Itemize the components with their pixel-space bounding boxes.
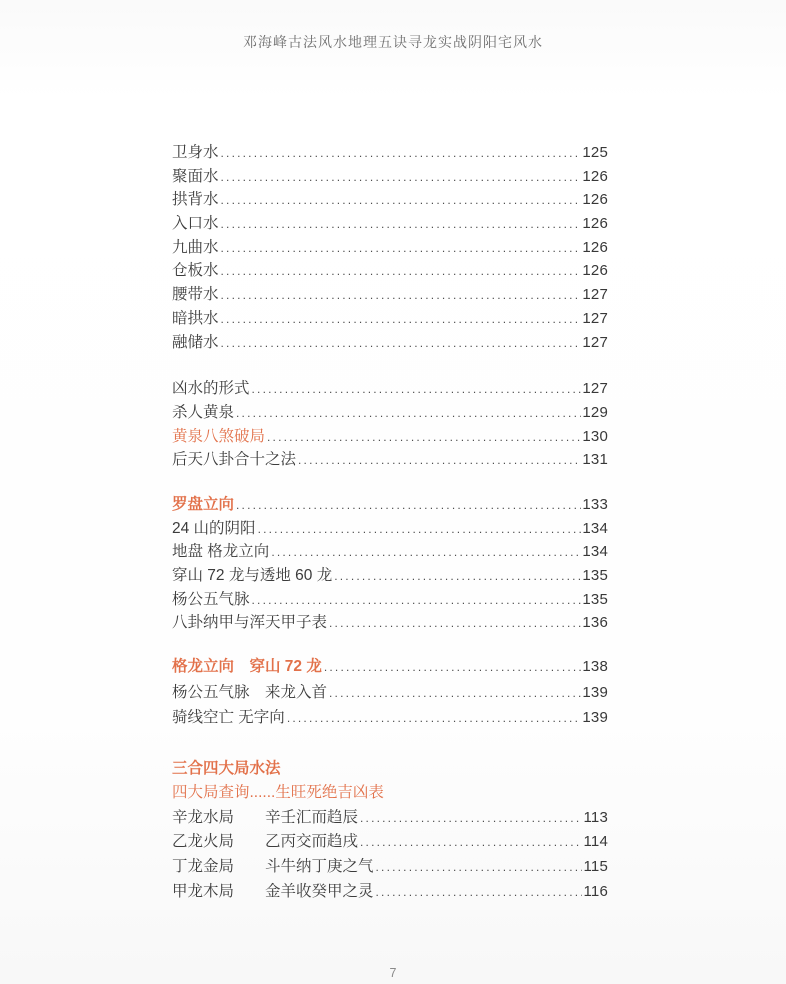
toc-entry-page: 129: [582, 403, 608, 421]
toc-entry-category: 乙龙火局: [172, 833, 235, 851]
toc-entry-page: 126: [582, 167, 608, 185]
toc-entry: [172, 830, 608, 855]
toc-entry: [172, 307, 608, 331]
toc-entry: [172, 259, 608, 283]
toc-entry-title: 暗拱水: [172, 309, 219, 327]
toc-entry: [172, 377, 608, 401]
toc-entry-title: 拱背水: [172, 191, 219, 209]
toc-entry-title: 乙丙交而趋戌: [265, 833, 359, 851]
dot-leader: [287, 706, 582, 732]
toc-entry: [172, 493, 608, 517]
toc-entry-title: 四大局查询......生旺死绝吉凶表: [172, 784, 384, 802]
dot-leader: [329, 681, 581, 707]
dot-leader: [221, 237, 582, 261]
dot-leader: [271, 541, 581, 565]
toc-entry-page: 125: [582, 144, 608, 161]
toc-entry: [172, 236, 608, 260]
dot-leader: [221, 142, 582, 166]
toc-entry: [172, 283, 608, 307]
dot-leader: [376, 880, 583, 905]
toc-entry: [172, 705, 608, 731]
toc-entry-page: 127: [582, 380, 608, 398]
dot-leader: [221, 166, 582, 190]
dot-leader: [236, 402, 581, 426]
toc-entry-page: 127: [582, 286, 608, 304]
toc-entry: [172, 564, 608, 588]
toc-entry-page: 138: [582, 658, 608, 676]
toc-entry-title: 融储水: [172, 333, 219, 351]
dot-leader: [221, 308, 582, 332]
dot-leader: [221, 284, 582, 308]
toc-entry: [172, 588, 608, 612]
toc-entry: [172, 188, 608, 212]
toc-entry-page: 134: [582, 543, 608, 561]
toc-entry: [172, 781, 608, 806]
table-of-contents: [172, 141, 608, 904]
toc-entry-title: 聚面水: [172, 167, 219, 185]
toc-entry: [172, 855, 608, 880]
toc-entry: [172, 425, 608, 449]
dot-leader: [324, 655, 582, 681]
dot-leader: [267, 426, 581, 450]
toc-entry-title: 入口水: [172, 215, 219, 233]
toc-entry-page: 139: [582, 683, 608, 701]
toc-entry-title: 腰带水: [172, 286, 219, 304]
toc-group: [172, 377, 608, 472]
toc-group: [172, 654, 608, 731]
toc-entry-category: 甲龙木局: [172, 882, 235, 900]
toc-entry-page: 126: [582, 262, 608, 280]
toc-entry: [172, 517, 608, 541]
toc-entry-page: 131: [582, 451, 608, 469]
toc-entry-page: 136: [582, 614, 608, 632]
dot-leader: [298, 449, 581, 473]
dot-leader: [252, 378, 582, 402]
toc-entry-title: 八卦纳甲与浑天甲子表: [172, 614, 328, 632]
toc-entry: [172, 806, 608, 831]
toc-entry-title: 辛壬汇而趋辰: [265, 808, 359, 826]
toc-entry: [172, 757, 608, 782]
toc-entry-title: 24 山的阴阳: [172, 519, 256, 537]
toc-entry: [172, 880, 608, 905]
toc-group: [172, 493, 608, 635]
toc-entry-page: 133: [582, 495, 608, 513]
toc-entry-title: 凶水的形式: [172, 380, 250, 398]
toc-entry-title: 罗盘立向: [172, 495, 235, 513]
running-header: 邓海峰古法风水地理五诀寻龙实战阴阳宅风水: [243, 36, 543, 51]
dot-leader: [334, 565, 581, 589]
toc-entry-page: 139: [582, 709, 608, 727]
toc-group: [172, 141, 608, 354]
toc-entry-category: 辛龙水局: [172, 808, 235, 826]
page-number-footer: 7: [389, 966, 397, 980]
dot-leader: [221, 260, 582, 284]
toc-entry-title: 黄泉八煞破局: [172, 427, 266, 445]
toc-entry-page: 135: [582, 590, 608, 608]
toc-entry-page: 116: [583, 882, 608, 900]
toc-entry-category: 丁龙金局: [172, 857, 235, 875]
toc-entry-title: 斗牛纳丁庚之气: [265, 857, 374, 875]
toc-entry-title: 格龙立向 穿山 72 龙: [172, 658, 322, 676]
toc-entry: [172, 611, 608, 635]
toc-entry: [172, 141, 608, 165]
dot-leader: [221, 189, 582, 213]
toc-entry-title: 穿山 72 龙与透地 60 龙: [172, 567, 333, 584]
toc-entry-page: 115: [583, 857, 608, 875]
dot-leader: [221, 213, 582, 237]
toc-entry-page: 130: [582, 427, 608, 445]
toc-entry-title: 三合四大局水法: [172, 759, 281, 777]
dot-leader: [360, 830, 582, 855]
dot-leader: [252, 589, 582, 613]
toc-entry: [172, 212, 608, 236]
toc-entry: [172, 540, 608, 564]
toc-entry-page: 114: [583, 833, 608, 851]
dot-leader: [360, 806, 582, 831]
toc-entry-title: 卫身水: [172, 144, 219, 161]
dot-leader: [376, 855, 583, 880]
toc-entry-page: 127: [582, 309, 608, 327]
toc-entry: [172, 165, 608, 189]
dot-leader: [221, 332, 582, 356]
toc-group: [172, 757, 608, 905]
toc-entry: [172, 401, 608, 425]
toc-entry-page: 127: [582, 333, 608, 351]
toc-entry-title: 后天八卦合十之法: [172, 451, 297, 469]
toc-entry: [172, 654, 608, 680]
toc-entry-page: 113: [583, 808, 608, 826]
toc-entry-title: 骑线空亡 无字向: [172, 709, 285, 727]
dot-leader: [258, 518, 582, 542]
toc-entry-title: 地盘 格龙立向: [172, 543, 270, 561]
toc-entry-page: 134: [582, 519, 608, 537]
toc-entry-title: 杨公五气脉: [172, 590, 250, 608]
toc-entry-title: 九曲水: [172, 238, 219, 256]
dot-leader: [236, 494, 581, 518]
toc-entry: [172, 680, 608, 706]
toc-entry: [172, 448, 608, 472]
dot-leader: [329, 612, 581, 636]
toc-entry-title: 仓板水: [172, 262, 219, 280]
toc-entry-page: 126: [582, 191, 608, 209]
toc-entry-title: 杀人黄泉: [172, 403, 235, 421]
toc-entry: [172, 331, 608, 355]
toc-entry-page: 126: [582, 215, 608, 233]
toc-entry-title: 杨公五气脉 来龙入首: [172, 683, 328, 701]
toc-entry-page: 135: [582, 567, 608, 584]
toc-entry-title: 金羊收癸甲之灵: [265, 882, 374, 900]
toc-entry-page: 126: [582, 238, 608, 256]
